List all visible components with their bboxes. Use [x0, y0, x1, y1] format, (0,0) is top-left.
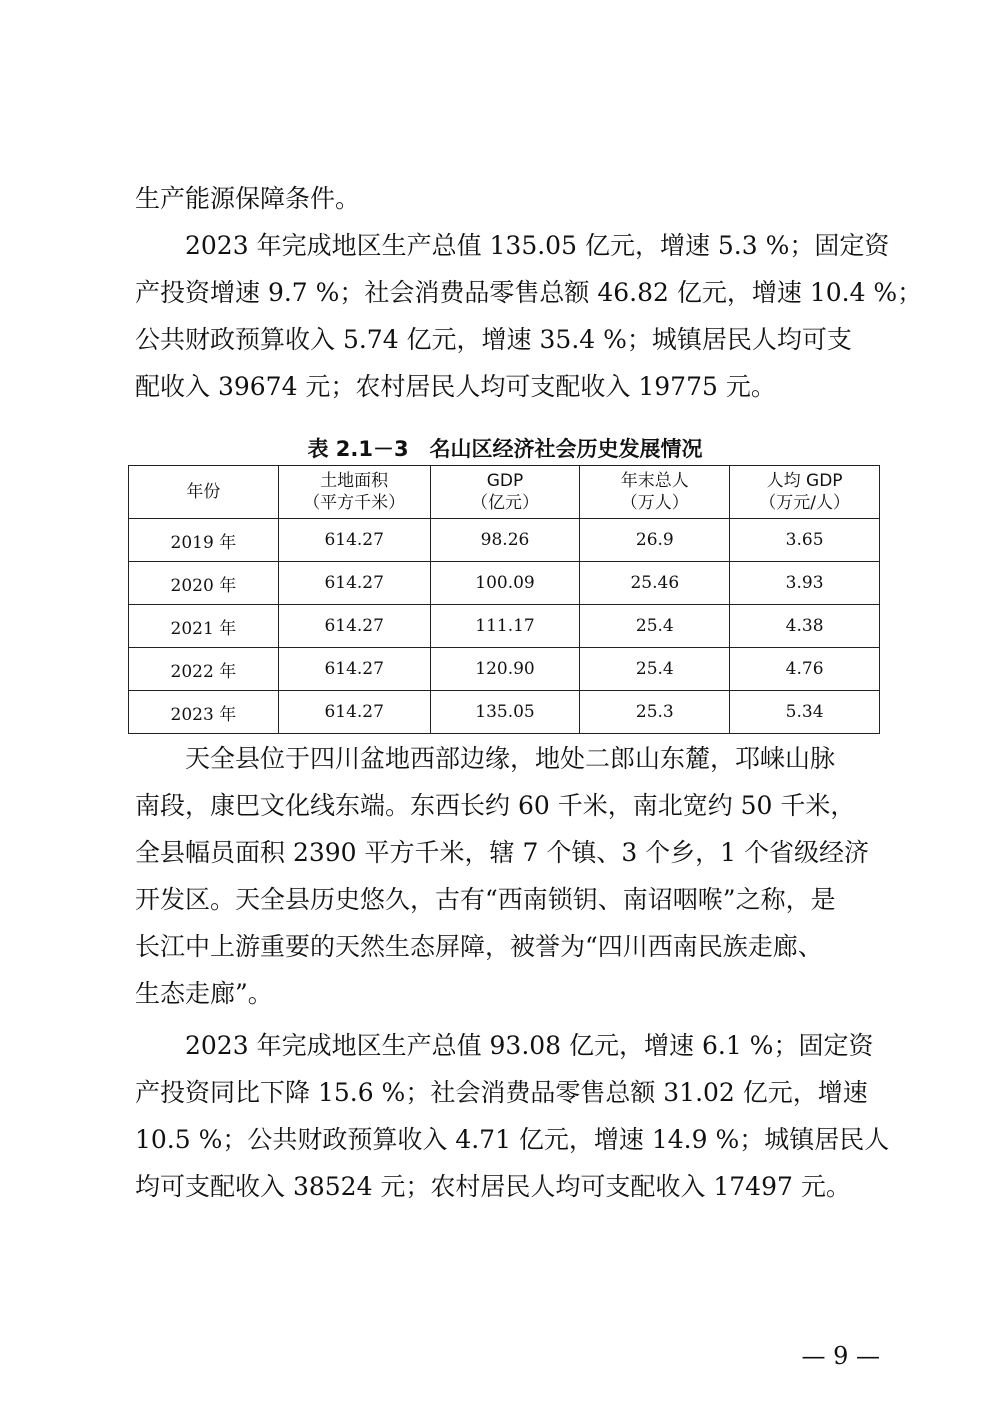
economic-history-table: [128, 465, 880, 734]
paragraph-tianquan-intro: [135, 735, 875, 1017]
paragraph-tianquan-economy: [135, 1022, 890, 1210]
cell-gdp: 98.26: [430, 519, 580, 562]
cell-gdp: 120.90: [430, 648, 580, 691]
cell-year: 2022 年: [129, 648, 279, 691]
text-line: 天全县位于四川盆地西部边缘，地处二郎山东麓，邛崃山脉: [185, 744, 836, 773]
table-caption: 表 2.1－3 名山区经济社会历史发展情况: [307, 437, 703, 461]
header-land-area: 土地面积 （平方千米）: [278, 466, 430, 519]
text-line: 2023 年完成地区生产总值 135.05 亿元，增速 5.3 %；固定资: [185, 231, 890, 260]
cell-gdp-per-capita: 5.34: [730, 691, 880, 734]
cell-gdp-per-capita: 4.38: [730, 605, 880, 648]
cell-population: 26.9: [580, 519, 730, 562]
text-line: 南段，康巴文化线东端。东西长约 60 千米，南北宽约 50 千米，: [135, 791, 856, 820]
text-line: 均可支配收入 38524 元；农村居民人均可支配收入 17497 元。: [135, 1172, 851, 1201]
text-line: 公共财政预算收入 5.74 亿元，增速 35.4 %；城镇居民人均可支: [135, 325, 852, 354]
table-row: [129, 605, 880, 648]
text-line: 配收入 39674 元；农村居民人均可支配收入 19775 元。: [135, 372, 776, 401]
cell-land-area: 614.27: [278, 691, 430, 734]
page-number: — 9 —: [801, 1342, 880, 1370]
table-row: [129, 648, 880, 691]
text-line: 长江中上游重要的天然生态屏障，被誉为“四川西南民族走廊、: [135, 932, 823, 961]
cell-gdp: 111.17: [430, 605, 580, 648]
cell-year: 2019 年: [129, 519, 279, 562]
cell-population: 25.3: [580, 691, 730, 734]
paragraph-energy: [135, 175, 875, 222]
paragraph-mingshan-economy: [135, 222, 923, 410]
cell-gdp-per-capita: 4.76: [730, 648, 880, 691]
text-line: 10.5 %；公共财政预算收入 4.71 亿元，增速 14.9 %；城镇居民人: [135, 1125, 890, 1154]
cell-population: 25.46: [580, 562, 730, 605]
text-line: 产投资增速 9.7 %；社会消费品零售总额 46.82 亿元，增速 10.4 %；: [135, 278, 923, 307]
header-population: 年末总人 （万人）: [580, 466, 730, 519]
cell-land-area: 614.27: [278, 519, 430, 562]
cell-land-area: 614.27: [278, 562, 430, 605]
cell-year: 2021 年: [129, 605, 279, 648]
header-year: 年份: [129, 466, 279, 519]
cell-year: 2020 年: [129, 562, 279, 605]
text-line: 2023 年完成地区生产总值 93.08 亿元，增速 6.1 %；固定资: [185, 1031, 874, 1060]
table-row: [129, 691, 880, 734]
cell-population: 25.4: [580, 605, 730, 648]
text-line: 产投资同比下降 15.6 %；社会消费品零售总额 31.02 亿元，增速: [135, 1078, 868, 1107]
cell-year: 2023 年: [129, 691, 279, 734]
table-header-row: [129, 466, 880, 519]
cell-population: 25.4: [580, 648, 730, 691]
cell-gdp: 100.09: [430, 562, 580, 605]
cell-land-area: 614.27: [278, 648, 430, 691]
header-gdp-per-capita: 人均 GDP （万元/人）: [730, 466, 880, 519]
header-gdp: GDP （亿元）: [430, 466, 580, 519]
cell-gdp-per-capita: 3.93: [730, 562, 880, 605]
text-line: 开发区。天全县历史悠久，古有“西南锁钥、南诏咽喉”之称，是: [135, 885, 836, 914]
text-line: 全县幅员面积 2390 平方千米，辖 7 个镇、3 个乡，1 个省级经济: [135, 838, 870, 867]
table-row: [129, 519, 880, 562]
text-line: 生态走廊”。: [135, 979, 273, 1008]
cell-gdp-per-capita: 3.65: [730, 519, 880, 562]
table-row: [129, 562, 880, 605]
cell-gdp: 135.05: [430, 691, 580, 734]
cell-land-area: 614.27: [278, 605, 430, 648]
text-line: 生产能源保障条件。: [135, 184, 361, 213]
